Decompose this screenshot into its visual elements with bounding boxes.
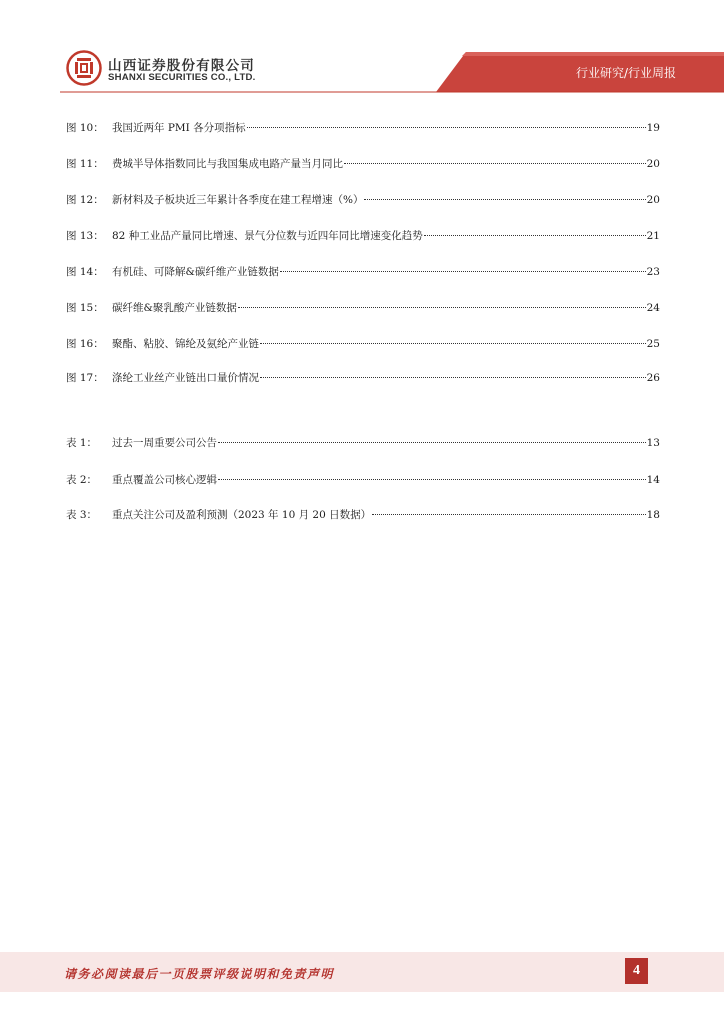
entry-title: 碳纤维&聚乳酸产业链数据 xyxy=(112,302,237,314)
toc-entry-figure-10[interactable] xyxy=(66,120,660,138)
toc-entry-figure-13[interactable] xyxy=(66,228,660,246)
entry-title: 涤纶工业丝产业链出口量价情况 xyxy=(112,372,259,384)
entry-title: 费城半导体指数同比与我国集成电路产量当月同比 xyxy=(112,158,343,170)
toc-entry-figure-17[interactable] xyxy=(66,370,660,388)
entry-title: 聚酯、粘胶、锦纶及氨纶产业链 xyxy=(112,338,259,350)
entry-title: 重点覆盖公司核心逻辑 xyxy=(112,474,217,486)
page-header xyxy=(0,0,724,100)
company-name-cn: 山西证券股份有限公司 xyxy=(108,58,255,74)
entry-page: 18 xyxy=(646,509,660,521)
toc-entry-figure-14[interactable] xyxy=(66,264,660,282)
leader-dots xyxy=(218,479,646,480)
toc-entry-figure-12[interactable] xyxy=(66,192,660,210)
toc-entry-table-2[interactable] xyxy=(66,472,660,490)
toc-entry-table-3[interactable] xyxy=(66,507,660,525)
toc-entry-figure-11[interactable] xyxy=(66,156,660,174)
entry-label: 表 3： xyxy=(66,509,98,521)
leader-dots xyxy=(372,514,645,515)
entry-title: 有机硅、可降解&碳纤维产业链数据 xyxy=(112,266,279,278)
leader-dots xyxy=(364,199,645,200)
entry-title: 82 种工业品产量同比增速、景气分位数与近四年同比增速变化趋势 xyxy=(112,230,423,242)
entry-label: 图 12： xyxy=(66,194,104,206)
entry-label: 图 15： xyxy=(66,302,104,314)
entry-label: 图 16： xyxy=(66,338,104,350)
leader-dots xyxy=(238,307,646,308)
leader-dots xyxy=(260,343,646,344)
leader-dots xyxy=(260,377,646,378)
entry-title: 重点关注公司及盈利预测（2023 年 10 月 20 日数据） xyxy=(112,509,372,521)
entry-label: 图 10： xyxy=(66,122,104,134)
header-banner xyxy=(0,0,724,100)
leader-dots xyxy=(280,271,646,272)
section-tag: 行业研究/行业周报 xyxy=(575,66,676,80)
toc-entry-figure-15[interactable] xyxy=(66,300,660,318)
entry-label: 表 2： xyxy=(66,474,98,486)
entry-label: 表 1： xyxy=(66,437,98,449)
entry-page: 24 xyxy=(646,302,660,314)
leader-dots xyxy=(344,163,646,164)
entry-page: 20 xyxy=(646,194,660,206)
entry-label: 图 17： xyxy=(66,372,104,384)
leader-dots xyxy=(424,235,646,236)
entry-page: 26 xyxy=(646,372,660,384)
company-name-en: SHANXI SECURITIES CO., LTD. xyxy=(108,72,256,83)
entry-page: 21 xyxy=(646,230,660,242)
leader-dots xyxy=(247,127,646,128)
entry-label: 图 14： xyxy=(66,266,104,278)
toc-entry-figure-16[interactable] xyxy=(66,336,660,354)
entry-page: 19 xyxy=(646,122,660,134)
entry-page: 14 xyxy=(646,474,660,486)
entry-title: 我国近两年 PMI 各分项指标 xyxy=(112,122,246,134)
entry-page: 23 xyxy=(646,266,660,278)
entry-page: 25 xyxy=(646,338,660,350)
toc-entry-table-1[interactable] xyxy=(66,435,660,453)
entry-page: 20 xyxy=(646,158,660,170)
entry-title: 新材料及子板块近三年累计各季度在建工程增速（%） xyxy=(112,194,364,206)
leader-dots xyxy=(218,442,646,443)
entry-label: 图 11： xyxy=(66,158,104,170)
entry-page: 13 xyxy=(646,437,660,449)
entry-title: 过去一周重要公司公告 xyxy=(112,437,217,449)
page-number: 4 xyxy=(625,958,648,984)
entry-label: 图 13： xyxy=(66,230,104,242)
shanxi-securities-logo-icon xyxy=(66,50,102,86)
footer-disclaimer: 请务必阅读最后一页股票评级说明和免责声明 xyxy=(64,967,335,981)
